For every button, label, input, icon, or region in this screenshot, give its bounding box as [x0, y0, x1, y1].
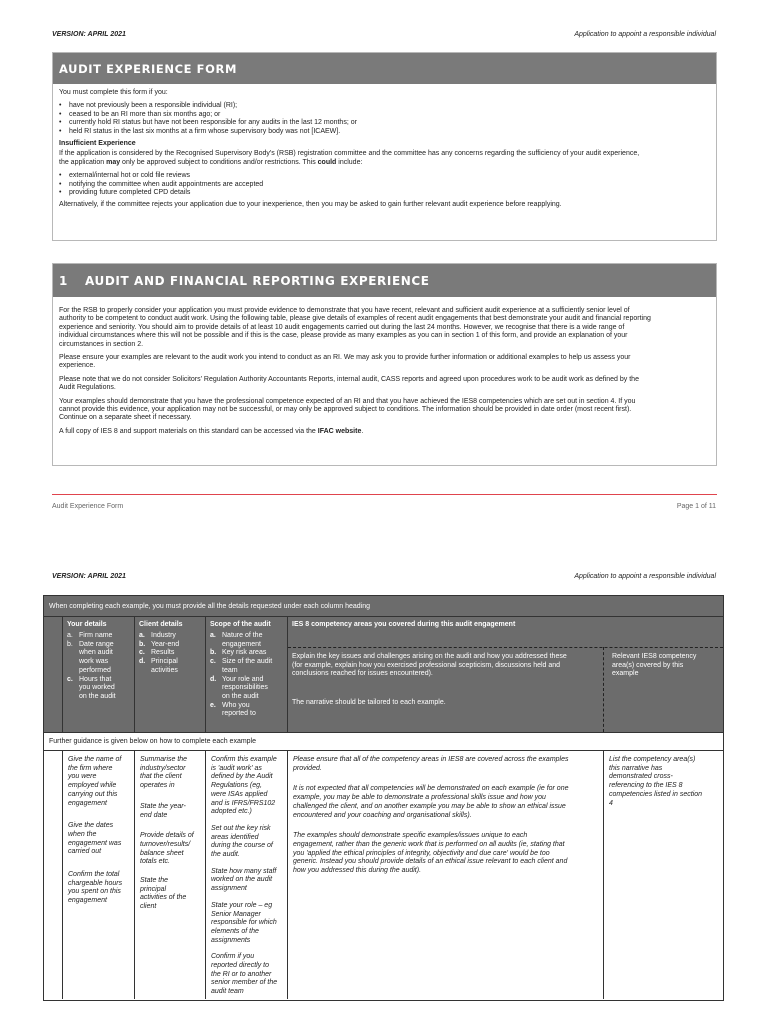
guidance-line: assignments: [211, 936, 251, 944]
para-line: Audit Regulations.: [59, 384, 116, 392]
list-item: [210, 667, 283, 676]
item-letter: [210, 684, 222, 693]
application-title: Application to appoint a responsible individual: [574, 572, 716, 580]
guidance-line: Please ensure that all of the competency areas in IES8 are covered across the examples: [293, 756, 569, 763]
para-line: For the RSB to properly consider your application you must provide evidence to demonstrate that you have recent, relevant and sufficient audit experience at a sufficiently senior level of: [59, 307, 630, 314]
guidance-line: assignment: [211, 885, 247, 893]
relevant-line: Relevant IES8 competency: [612, 653, 697, 660]
section1-title: AUDIT AND FINANCIAL REPORTING EXPERIENCE: [85, 273, 430, 288]
item-letter: [67, 667, 79, 676]
condition-item: • external/internal hot or cold file reviews: [59, 172, 710, 180]
form-title-bar: [53, 53, 716, 84]
ies8-relevant-cell: [608, 647, 723, 732]
list-item: [210, 649, 283, 658]
insufficient-text-line1: If the application is considered by the Recognised Supervisory Body's (RSB) registration committee and the committee has any concerns regarding the sufficiency of your audit experience,: [59, 150, 640, 158]
item-letter: [210, 693, 222, 702]
insufficient-text-part: only be approved subject to conditions and/or restrictions. This: [120, 158, 318, 166]
list-item: [210, 658, 283, 667]
para-line: authority to be competent to conduct audit work. Using the following table, please give details of examples of recent audit engagements that best demonstrate your audit and financial reporting: [59, 315, 651, 323]
item-text: Size of the audit: [222, 658, 273, 666]
form-content: [53, 84, 716, 221]
item-letter: d.: [139, 658, 146, 666]
guidance-line: example, you may be able to demonstrate a professional skills issue and how you: [293, 794, 546, 802]
item-letter: [67, 684, 79, 693]
form-title: AUDIT EXPERIENCE FORM: [59, 61, 238, 76]
relevant-line: example: [612, 670, 639, 678]
examples-table: [43, 595, 724, 1001]
guidance-line: that the client: [140, 773, 182, 781]
guidance-line: responsible for which: [211, 919, 277, 927]
item-text: team: [222, 666, 238, 674]
guidance-line: Set out the key risk: [211, 824, 271, 832]
guidance-ies8: [288, 751, 604, 999]
table-intro-row: [44, 596, 723, 617]
guidance-para: [140, 832, 200, 867]
list-item: [210, 641, 283, 650]
item-letter: b.: [67, 640, 73, 648]
list-item: [139, 649, 201, 658]
guidance-line: you were: [68, 773, 97, 781]
item-letter: [210, 667, 222, 676]
guidance-line: Provide details of: [140, 832, 194, 840]
guidance-line: competencies listed in section: [609, 790, 702, 798]
guidance-line: engagement, rather than the generic work that is performed on all audits (ie, stating that: [293, 840, 565, 848]
guidance-your-details: [63, 751, 135, 999]
item-text: Industry: [151, 632, 176, 639]
guidance-line: encountered and your coaching and organisational skills).: [293, 811, 472, 819]
guidance-line: operates in: [140, 782, 175, 790]
page1-footer: [52, 503, 716, 510]
criteria-item: • currently hold RI status but have not been responsible for any audits in the last 12 months; or: [59, 119, 710, 127]
para-line: cannot provide this evidence, your application may not be successful, or may only be approved subject to conditions. The information should be provided in date order (most recent first).: [59, 406, 632, 414]
guidance-para: [293, 785, 598, 820]
guidance-scope: [206, 751, 288, 999]
guidance-line: engagement: [68, 799, 107, 807]
insufficient-text-part: the application: [59, 158, 107, 166]
your-details-heading: Your details: [67, 621, 107, 628]
list-item: [67, 667, 130, 676]
list-item: [67, 693, 130, 702]
guidance-line: State your role – eg: [211, 901, 273, 909]
item-letter: a.: [67, 632, 73, 639]
list-item: [67, 641, 130, 650]
guidance-line: is 'audit work' as: [211, 764, 262, 772]
item-text: Who you: [222, 701, 250, 709]
narrative-note: The narrative should be tailored to each example.: [292, 699, 446, 707]
guidance-line: 4: [609, 799, 613, 807]
criteria-item: • have not previously been a responsible individual (RI);: [59, 102, 710, 110]
alternatively-text: Alternatively, if the committee rejects your application due to your inexperience, then you may be asked to gain further relevant audit experience before reapplying.: [59, 201, 562, 209]
guidance-line: generic. Instead you should provide details of an ethical issue relevant to each client and: [293, 858, 568, 866]
guidance-para: [211, 902, 282, 946]
section1-para1: [59, 307, 710, 349]
guidance-para: [140, 803, 200, 820]
relevant-line: area(s) covered by this: [612, 661, 684, 669]
form-intro: You must complete this form if you:: [59, 89, 168, 96]
scope-heading: Scope of the audit: [210, 621, 271, 628]
explain-line: (for example, explain how you exercised professional scepticism, discussions held and: [292, 661, 561, 669]
footer-divider: [52, 494, 717, 495]
column-heading-row: [44, 617, 723, 732]
item-text: Principal: [151, 658, 178, 666]
section1-content: [53, 297, 716, 447]
further-guidance-text: Further guidance is given below on how to complete each example: [49, 738, 257, 745]
row-spacer-cell: [44, 617, 63, 732]
section1-number: 1: [59, 273, 68, 288]
item-letter: c.: [210, 658, 216, 666]
guidance-line: during the course of: [211, 842, 273, 850]
guidance-line: end date: [140, 811, 168, 819]
item-letter: a.: [139, 632, 145, 639]
guidance-para: [140, 877, 200, 912]
item-letter: [67, 693, 79, 702]
item-text: Year-end: [151, 640, 180, 648]
guidance-line: activities of the: [140, 894, 187, 902]
ies8-heading: IES 8 competency areas you covered during this audit engagement: [292, 621, 516, 628]
item-text: work was: [79, 658, 109, 666]
guidance-line: when the: [68, 830, 97, 838]
conditions-list: [59, 172, 710, 197]
footer-page-number: Page 1 of 11: [676, 503, 716, 510]
page2-header: [52, 570, 716, 582]
list-item: [67, 684, 130, 693]
criteria-item: • held RI status in the last six months at a firm whose supervisory body was not [ICAEW].: [59, 128, 710, 136]
guidance-line: and is IFRS/FRS102: [211, 799, 276, 807]
item-letter: d.: [210, 675, 217, 683]
list-item: [210, 710, 283, 719]
insufficient-text-could: could: [317, 158, 337, 166]
guidance-row: [44, 751, 723, 999]
guidance-line: challenged the client, and on another example you may be able to show an ethical issue: [293, 802, 566, 810]
para-text: A full copy of IES 8 and support materials on this standard can be accessed via the: [59, 427, 318, 435]
guidance-line: turnover/results/: [140, 840, 191, 848]
guidance-para: [68, 822, 129, 857]
guidance-para: [68, 871, 129, 906]
guidance-line: provided.: [293, 764, 322, 772]
guidance-line: worked on the audit: [211, 876, 273, 884]
guidance-line: chargeable hours: [68, 879, 123, 887]
ies8-explain-cell: [288, 647, 604, 732]
audit-experience-form-box: [52, 52, 717, 241]
section1-para4: [59, 398, 710, 423]
item-text: Your role and: [222, 675, 264, 683]
list-item: [210, 702, 283, 711]
guidance-line: audit team: [211, 988, 244, 996]
insufficient-text-may: may: [106, 158, 121, 166]
guidance-para: [293, 756, 598, 773]
client-details-column: [135, 617, 206, 732]
condition-item: • providing future completed CPD details: [59, 189, 710, 197]
para-line: Continue on a separate sheet if necessary.: [59, 414, 192, 422]
scope-column: [206, 617, 288, 732]
para-line: individual circumstances where this will not be possible and if this is the case, please provide as many examples as you can in section 1 of this form, and provide an explanation of your: [59, 332, 628, 340]
guidance-line: The examples should demonstrate specific examples/issues unique to each: [293, 832, 528, 840]
guidance-line: engagement was: [68, 839, 122, 847]
item-letter: a.: [210, 632, 216, 639]
item-letter: e.: [210, 701, 216, 709]
guidance-line: demonstrated cross-: [609, 773, 673, 781]
guidance-line: Confirm the total: [68, 871, 120, 879]
footer-form-name: Audit Experience Form: [52, 503, 124, 510]
further-guidance-row: [44, 732, 723, 751]
guidance-para: [609, 756, 718, 808]
item-text: reported to: [222, 710, 256, 718]
section1-title-bar: [53, 264, 716, 297]
criteria-list: [59, 102, 710, 136]
guidance-line: Senior Manager: [211, 910, 261, 918]
guidance-line: this narrative has: [609, 764, 663, 772]
guidance-line: It is not expected that all competencies will be demonstrated on each example (ie for one: [293, 785, 569, 793]
guidance-line: reported directly to: [211, 962, 269, 970]
item-letter: [67, 658, 79, 667]
guidance-line: engagement: [68, 897, 107, 905]
item-text: engagement: [222, 640, 261, 648]
list-item: [210, 632, 283, 641]
guidance-line: you spent on this: [68, 888, 121, 896]
page1-header: [52, 28, 716, 40]
item-text: on the audit: [222, 692, 259, 700]
para-line: Please ensure your examples are relevant to the audit work you intend to conduct as an RI. We may ask you to provide further information or additional examples to help us assess your: [59, 354, 631, 362]
para-line: experience.: [59, 362, 96, 370]
list-item: [139, 658, 201, 667]
guidance-line: the RI or to another: [211, 970, 272, 978]
guidance-line: Regulations (eg,: [211, 782, 262, 790]
guidance-line: you 'applied the ethical principles of integrity, objectivity and due care' would be too: [293, 849, 550, 857]
client-details-items: [135, 630, 205, 676]
guidance-line: Confirm this example: [211, 756, 277, 763]
list-item: [139, 632, 201, 641]
application-title: Application to appoint a responsible individual: [574, 30, 716, 38]
list-item: [67, 658, 130, 667]
explain-line: conclusions reached for issues encountered).: [292, 670, 433, 678]
item-text: Nature of the: [222, 632, 263, 639]
section1-para5: [59, 428, 710, 436]
ies8-column: [288, 617, 723, 732]
para-line: Your examples should demonstrate that you have the professional competence expected of an RI and that you have achieved the IES8 competencies which are set out in section 4. If you: [59, 397, 636, 405]
section1-para3: [59, 376, 710, 393]
guidance-para: [68, 756, 129, 808]
guidance-line: employed while: [68, 782, 117, 790]
guidance-line: carrying out this: [68, 790, 118, 798]
guidance-line: defined by the Audit: [211, 773, 273, 781]
version-label: VERSION: APRIL 2021: [52, 30, 126, 38]
item-text: Key risk areas: [222, 649, 267, 657]
guidance-line: State how many staff: [211, 867, 277, 875]
guidance-line: industry/sector: [140, 764, 186, 772]
guidance-line: Give the name of: [68, 756, 122, 763]
insufficient-experience-heading: Insufficient Experience: [59, 140, 136, 148]
scope-items: [206, 630, 287, 719]
item-text: Date range: [79, 640, 114, 648]
list-item: [67, 649, 130, 658]
guidance-line: Summarise the: [140, 756, 188, 763]
guidance-line: State the year-: [140, 802, 186, 810]
list-item: [139, 667, 201, 676]
item-text: Hours that: [79, 675, 112, 683]
condition-item: • notifying the committee when audit appointments are accepted: [59, 181, 710, 189]
guidance-relevant: [604, 751, 723, 999]
guidance-para: [211, 825, 282, 860]
guidance-line: senior member of the: [211, 979, 278, 987]
list-item: [67, 632, 130, 641]
table-intro: When completing each example, you must provide all the details requested under each column heading: [49, 602, 371, 610]
guidance-para: [293, 832, 598, 876]
guidance-para: [211, 953, 282, 997]
guidance-line: were ISAs applied: [211, 790, 268, 798]
guidance-para: [140, 756, 200, 791]
para-line: Please note that we do not consider Solicitors' Regulation Authority Accountants Reports, internal audit, CASS reports and agreed upon procedures work to be audit work as defined by the: [59, 375, 639, 383]
guidance-line: elements of the: [211, 927, 259, 935]
guidance-line: how you addressed this during the audit).: [293, 867, 422, 875]
item-text: responsibilities: [222, 684, 268, 692]
item-text: Firm name: [79, 632, 113, 639]
insufficient-experience-text: [59, 150, 710, 167]
ifac-website-link[interactable]: IFAC website: [317, 427, 362, 435]
para-text: .: [361, 427, 364, 435]
guidance-line: areas identified: [211, 833, 259, 841]
guidance-line: the audit.: [211, 851, 240, 859]
item-letter: b.: [139, 640, 146, 648]
item-text: on the audit: [79, 692, 116, 700]
item-letter: [210, 710, 222, 719]
row-spacer-cell: [44, 751, 63, 999]
item-text: performed: [79, 666, 111, 674]
item-text: you worked: [79, 684, 115, 692]
criteria-item: • ceased to be an RI more than six months ago; or: [59, 111, 710, 119]
list-item: [210, 693, 283, 702]
guidance-line: principal: [140, 885, 167, 893]
guidance-line: Give the dates: [68, 822, 114, 830]
explain-line: Explain the key issues and challenges arising on the audit and how you addressed these: [292, 653, 567, 660]
client-details-heading: Client details: [139, 621, 183, 628]
your-details-items: [63, 630, 134, 702]
guidance-para: [211, 756, 282, 817]
list-item: [67, 676, 130, 685]
list-item: [139, 641, 201, 650]
guidance-line: referencing to the IES 8: [609, 782, 683, 790]
item-letter: c.: [67, 675, 73, 683]
guidance-line: carried out: [68, 848, 102, 856]
guidance-line: totals etc.: [140, 858, 170, 866]
item-letter: b.: [210, 649, 217, 657]
guidance-line: the firm where: [68, 764, 113, 772]
item-text: Results: [151, 649, 175, 657]
guidance-line: List the competency area(s): [609, 756, 696, 763]
your-details-column: [63, 617, 135, 732]
guidance-line: Confirm if you: [211, 953, 255, 961]
section1-para2: [59, 354, 710, 371]
item-letter: [210, 641, 222, 650]
item-text: activities: [151, 666, 178, 674]
version-label: VERSION: APRIL 2021: [52, 572, 126, 580]
guidance-client-details: [135, 751, 206, 999]
para-line: circumstances in section 2.: [59, 340, 144, 348]
guidance-line: State the: [140, 877, 169, 885]
para-line: experience and seniority. You should aim to provide details of at least 10 audit engagements carried out during the last 24 months. However, we recognise that there is a wide range of: [59, 323, 625, 331]
list-item: [210, 676, 283, 685]
item-letter: c.: [139, 649, 145, 657]
guidance-line: adopted etc.): [211, 808, 252, 816]
insufficient-text-part: include:: [336, 158, 363, 166]
guidance-para: [211, 868, 282, 894]
item-letter: [67, 649, 79, 658]
section1-box: [52, 263, 717, 466]
list-item: [210, 684, 283, 693]
guidance-line: client: [140, 903, 157, 911]
item-text: when audit: [79, 649, 113, 657]
item-letter: [139, 667, 151, 676]
guidance-line: balance sheet: [140, 849, 184, 857]
